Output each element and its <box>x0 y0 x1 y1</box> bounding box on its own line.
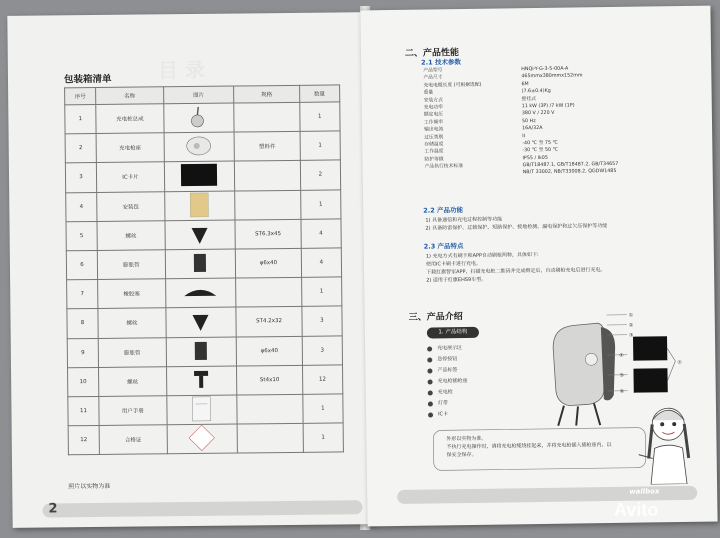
function-text <box>425 214 607 233</box>
component-label: 充电展示区 <box>437 345 463 352</box>
spec-key: 输出电流 <box>424 127 444 133</box>
manual-icon <box>167 395 237 424</box>
cell-picture <box>165 278 236 308</box>
cell-spec <box>235 161 301 191</box>
callout-label: ② <box>628 322 634 329</box>
header-spec: 规格 <box>234 85 300 103</box>
bubble-outline <box>432 427 647 476</box>
spec-key: 安装方式 <box>423 97 443 104</box>
bullet-icon <box>428 412 433 417</box>
cell-spec: φ6x40 <box>236 336 302 366</box>
spec-key: 产品尺寸 <box>423 75 443 81</box>
cell-qty: 1 <box>300 131 341 161</box>
table-row <box>66 219 341 251</box>
spec-value: 壁挂式 <box>521 96 537 102</box>
spec-value: 465mmx380mmx152mm <box>521 73 583 80</box>
component-item <box>428 409 468 421</box>
packing-list-table <box>64 84 344 455</box>
cell-name: 安装包 <box>97 191 165 221</box>
component-item <box>427 365 467 377</box>
charger-assembly-icon <box>164 105 234 132</box>
certificate-icon <box>167 425 237 454</box>
table-row <box>65 102 340 134</box>
bullet-icon <box>427 347 432 352</box>
component-list <box>427 343 468 421</box>
spec-value: 50 Hz <box>521 118 536 124</box>
cell-picture <box>164 191 235 221</box>
ic-card-icon <box>165 163 235 190</box>
watermark-text: Avito <box>614 500 659 520</box>
cell-name: 橡胶塞 <box>98 279 166 309</box>
section3-title: 三、产品介绍 <box>408 312 463 323</box>
cell-no: 1 <box>65 104 96 134</box>
spec-key: 产品型号 <box>423 68 443 74</box>
header-name: 名称 <box>96 87 164 105</box>
cell-name: 合格证 <box>99 425 167 455</box>
cable-icon <box>558 403 600 426</box>
cell-picture <box>164 161 235 191</box>
cell-no: 6 <box>66 250 97 280</box>
callout-label: ⑤ <box>619 372 625 379</box>
cell-qty: 4 <box>301 248 342 278</box>
cell-spec <box>237 423 303 453</box>
callout-label: ① <box>628 312 634 319</box>
anchor-icon <box>167 338 237 365</box>
ic-card-bottom <box>633 368 667 392</box>
rubber-plug-icon <box>166 282 236 305</box>
short-screw-icon <box>167 368 237 393</box>
cell-qty: 1 <box>300 189 341 219</box>
feature-line: 1) 充电方式有刷卡和APP自动刷枪两种，具体如下: <box>425 252 539 260</box>
cell-picture <box>166 337 237 367</box>
cell-spec <box>236 277 302 307</box>
cell-no: 5 <box>66 221 97 251</box>
cell-spec: 塑料件 <box>234 132 300 162</box>
bullet-icon <box>428 390 433 395</box>
bubble-line: 保安全保存。 <box>446 451 477 459</box>
spec-key: 充电电缆长度 (可根据选配) <box>423 82 482 89</box>
spec-value: (7.6±0.4)Kg <box>521 88 551 95</box>
cell-picture <box>165 249 236 279</box>
feature-line: 2) 适用于红旗EHS9车型。 <box>426 276 487 284</box>
spec-key: 产品执行技术标准 <box>424 164 464 170</box>
footer-bar-left <box>42 500 362 517</box>
cell-name: 螺丝 <box>99 366 167 396</box>
header-no: 序号 <box>65 87 96 104</box>
cell-name: 膨胀管 <box>97 250 165 280</box>
table-row <box>67 335 342 367</box>
cell-spec <box>235 190 301 220</box>
cell-name: 充电桩总成 <box>96 104 164 134</box>
cell-spec: St4x10 <box>237 365 303 395</box>
cell-spec: ST6.3x45 <box>235 219 301 249</box>
cell-qty: 3 <box>302 306 343 336</box>
spec-value: 380 V / 220 V <box>521 111 555 117</box>
bullet-icon <box>427 357 432 362</box>
spec-key <box>425 170 523 179</box>
spec-value: II <box>522 133 526 139</box>
cell-qty: 2 <box>300 160 341 190</box>
sub-2-2-title: 2.2 产品功能 <box>423 206 464 215</box>
cell-picture <box>164 103 235 133</box>
component-label: 急停按钮 <box>437 356 458 363</box>
cell-no: 12 <box>68 426 99 456</box>
table-row <box>68 365 343 397</box>
cell-name: IC卡片 <box>96 162 164 192</box>
component-label: 充电枪 <box>437 389 453 396</box>
cell-name: 螺丝 <box>98 308 166 338</box>
screw-icon <box>166 309 236 336</box>
feature-line: 下载红旗智家APP，扫描充电桩二维码并完成绑定后，自动刷枪充电后进行充电。 <box>426 267 606 276</box>
spec-key: 重量 <box>423 90 434 96</box>
component-label: 灯带 <box>437 400 448 407</box>
cell-no: 9 <box>67 338 98 368</box>
table-row <box>67 306 342 338</box>
anchor-icon <box>166 251 236 278</box>
table-row <box>68 423 343 455</box>
bubble-line: 不执行充电操作时，请将充电枪缆绕挂起来，并将充电枪插入插枪座内，以 <box>446 442 612 451</box>
bubble-line: 外形以实物为准。 <box>446 435 487 443</box>
cell-qty: 1 <box>300 102 341 132</box>
component-item <box>428 398 468 410</box>
cell-spec <box>234 102 300 132</box>
cell-spec: ST4.2x32 <box>236 307 302 337</box>
callout-label: ④ <box>619 352 624 359</box>
feature-line: 使用IC卡刷卡进行充电。 <box>425 260 481 268</box>
sub-2-3-title: 2.3 产品特点 <box>423 242 464 251</box>
table-row <box>65 160 340 192</box>
spec-value: NB/T 33002, NB/T33008.2, QGDW1485 <box>522 169 617 176</box>
charger-body <box>553 323 606 406</box>
cell-picture <box>166 307 237 337</box>
spec-value: 11 kW (3P) /7 kW (1P) <box>521 103 575 110</box>
table-row <box>65 131 340 163</box>
bullet-icon <box>427 368 432 373</box>
cell-no: 8 <box>67 309 98 339</box>
header-qty: 数量 <box>299 85 339 102</box>
mascot-icon <box>638 398 709 485</box>
spec-value: 16A/32A <box>522 126 543 132</box>
component-item <box>428 376 468 388</box>
cell-no: 3 <box>65 163 96 193</box>
spec-key: 充电功率 <box>423 105 444 111</box>
page-number: 2 <box>48 501 58 517</box>
gun-holder-icon <box>164 135 234 160</box>
spec-value: GB/T18487.1, GB/T18487.2, GB/T34657 <box>522 161 619 169</box>
callout-label: ⑥ <box>619 388 625 395</box>
table-row <box>67 277 342 309</box>
component-label: IC卡 <box>438 411 449 418</box>
cell-name: 用户手册 <box>99 396 167 426</box>
cell-qty: 1 <box>303 394 344 424</box>
cell-spec <box>237 394 303 424</box>
spec-key: 防护等级 <box>424 157 444 163</box>
cell-qty: 1 <box>301 277 342 307</box>
spec-key: 工作频率 <box>423 120 444 126</box>
function-line: 2) 具备防雷保护、过载保护、短路保护、接地检测、漏电保护和过欠压保护等功能 <box>425 223 608 232</box>
component-item <box>427 343 467 355</box>
table-row <box>66 248 341 280</box>
cell-picture <box>164 132 235 162</box>
spec-value: -30 ℃ 至 50 ℃ <box>522 148 559 154</box>
spec-row <box>425 168 619 178</box>
component-item <box>428 387 468 399</box>
spec-value: 6M <box>521 81 529 88</box>
features-text <box>426 250 606 285</box>
header-picture: 图片 <box>163 86 234 104</box>
cell-picture <box>167 395 238 425</box>
brand-logo: wallbox <box>629 487 660 496</box>
cell-qty: 12 <box>302 365 343 395</box>
sub-2-1-title: 2.1 技术参数 <box>421 58 461 67</box>
spec-value: HNQI-Y-G-3-5-00A-A <box>521 66 569 73</box>
screw-icon <box>165 221 235 248</box>
photo-note: 照片以实物为准 <box>68 482 111 491</box>
spec-key: 工作温度 <box>424 149 444 155</box>
callout-label: ⑦ <box>677 360 682 367</box>
cell-name: 膨胀管 <box>98 337 166 367</box>
cell-qty: 3 <box>302 335 343 365</box>
spec-list <box>423 65 618 179</box>
cell-no: 11 <box>68 396 99 426</box>
component-label: 产品标签 <box>437 367 458 374</box>
cell-spec: φ6x40 <box>235 248 301 278</box>
ic-card-top <box>633 336 667 360</box>
component-label: 充电枪插枪座 <box>437 378 468 385</box>
install-bag-icon <box>165 191 235 220</box>
cell-picture <box>165 220 236 250</box>
bleed-through <box>158 54 205 83</box>
spec-value: IP55 / Ik05 <box>522 155 548 161</box>
table-row <box>68 394 343 426</box>
section2-title: 二、产品性能 <box>404 48 460 59</box>
right-page <box>360 6 717 527</box>
left-page <box>7 12 374 528</box>
product-structure-pill: 1. 产品结构 <box>427 327 479 339</box>
callout-label: ③ <box>628 332 634 339</box>
spec-key: 存储温度 <box>424 142 444 148</box>
component-item <box>427 354 467 366</box>
spec-key: 额定电压 <box>423 112 444 118</box>
cell-qty: 4 <box>301 219 342 249</box>
table-row <box>66 189 341 221</box>
callout-bracket <box>667 348 675 380</box>
spec-key: 过压类别 <box>424 134 444 141</box>
cell-name: 螺丝 <box>97 221 165 251</box>
cell-no: 7 <box>67 280 98 310</box>
bullet-icon <box>428 379 433 384</box>
packing-list-title: 包装箱清单 <box>63 73 112 86</box>
cell-qty: 1 <box>303 423 344 453</box>
spec-value: -40 ℃ 至 75 ℃ <box>522 140 558 147</box>
cell-no: 4 <box>66 192 97 222</box>
cell-picture <box>167 424 238 454</box>
cell-picture <box>166 366 237 396</box>
gun-holder-icon <box>585 353 597 365</box>
bullet-icon <box>428 401 433 406</box>
cell-no: 2 <box>65 134 96 164</box>
function-line: 1) 具备通信和充电过程控制等功能 <box>425 216 503 224</box>
cell-no: 10 <box>68 367 99 397</box>
cell-name: 充电枪座 <box>96 133 164 163</box>
